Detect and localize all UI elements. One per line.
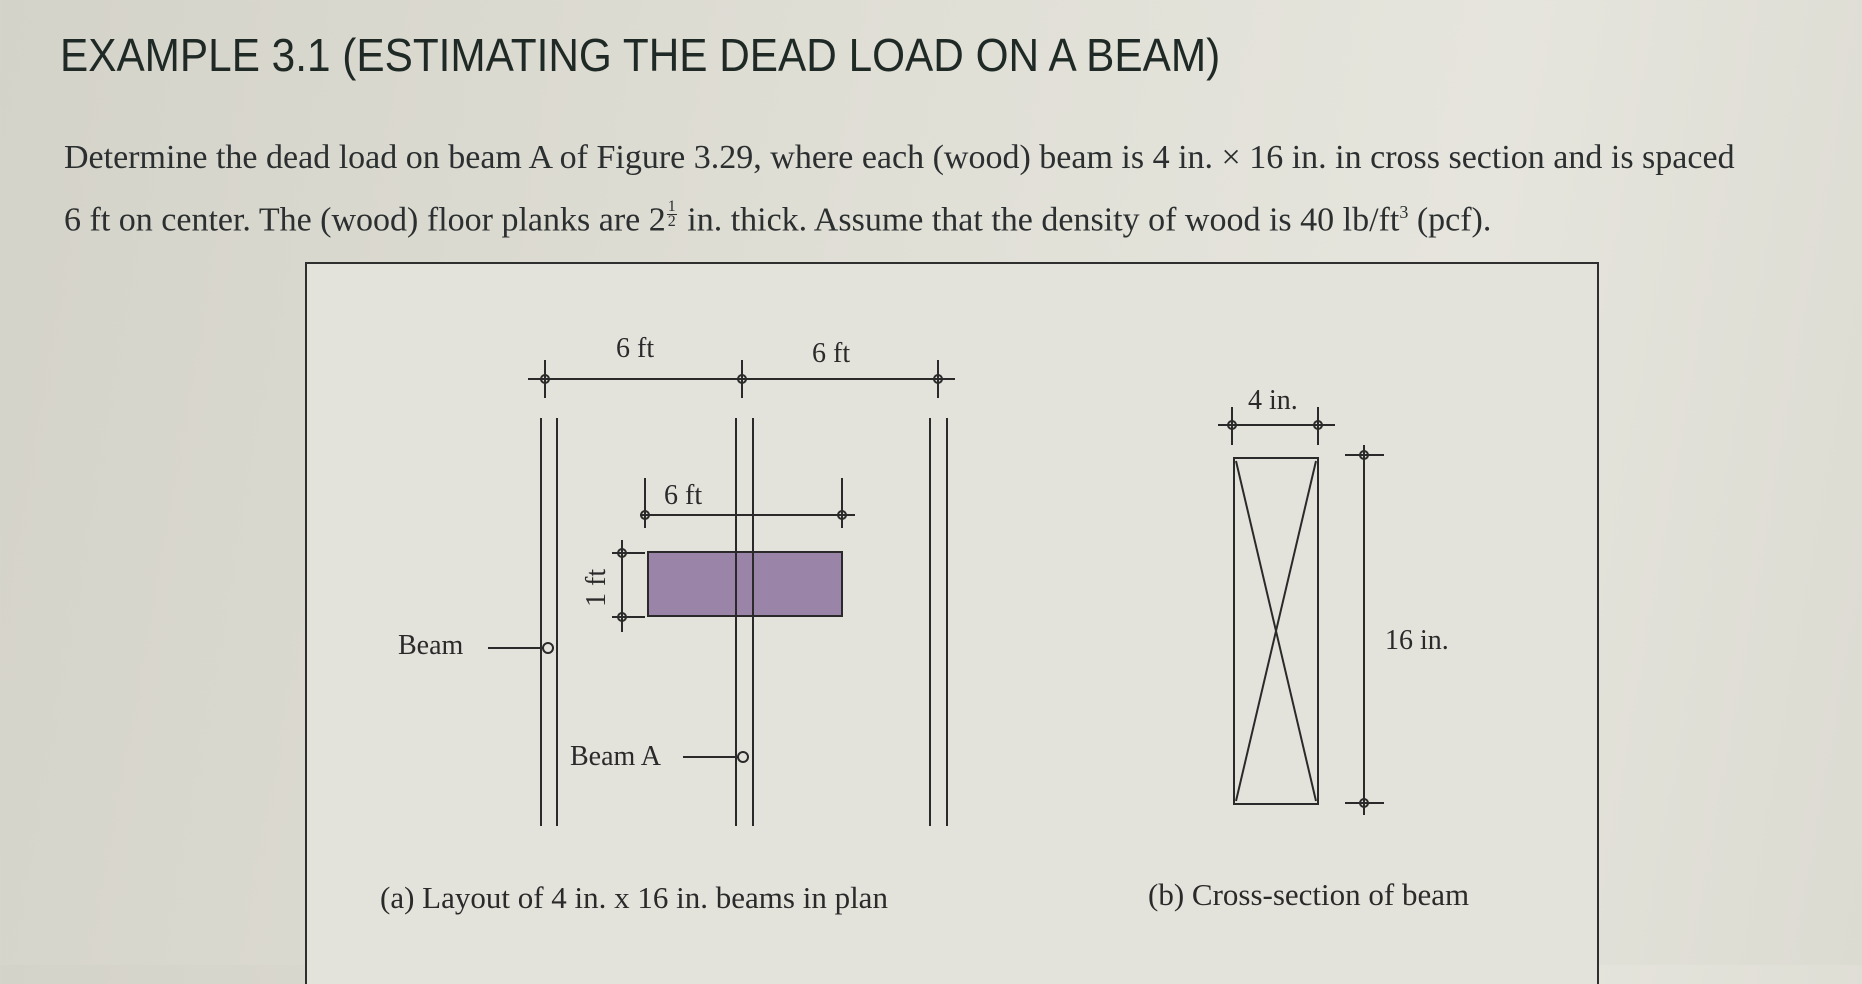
cubic-exponent: 3 xyxy=(1399,202,1409,222)
dim-label-tributary: 6 ft xyxy=(664,480,703,511)
label-beam: Beam xyxy=(398,630,464,661)
problem-text-b: in. thick. Assume that the density of wood is 40 lb/ft xyxy=(678,201,1400,239)
example-title: EXAMPLE 3.1 (ESTIMATING THE DEAD LOAD ON A BEAM) xyxy=(60,29,1221,81)
dim-label-top-left: 6 ft xyxy=(616,333,655,364)
problem-text-c: (pcf). xyxy=(1408,201,1492,239)
dim-label-strip: 1 ft xyxy=(581,568,612,607)
caption-plan: (a) Layout of 4 in. x 16 in. beams in plan xyxy=(380,880,888,915)
dim-label-section-width: 4 in. xyxy=(1248,385,1298,416)
beam-a-leader-node xyxy=(738,752,748,762)
problem-line-1: Determine the dead load on beam A of Figure 3.29, where each (wood) beam is 4 in. × 16 in. in cross section and is spaced xyxy=(64,139,1735,176)
problem-text-a: 6 ft on center. The (wood) floor planks are 2 xyxy=(64,201,666,239)
beam-leader-node xyxy=(543,643,553,653)
tributary-strip xyxy=(648,552,842,616)
dim-label-section-depth: 16 in. xyxy=(1385,625,1449,656)
caption-section: (b) Cross-section of beam xyxy=(1148,877,1470,912)
fraction-denominator: 2 xyxy=(667,213,676,231)
dim-label-top-right: 6 ft xyxy=(812,338,851,369)
fraction-numerator: 1 xyxy=(667,198,676,216)
label-beam-a: Beam A xyxy=(570,741,661,772)
